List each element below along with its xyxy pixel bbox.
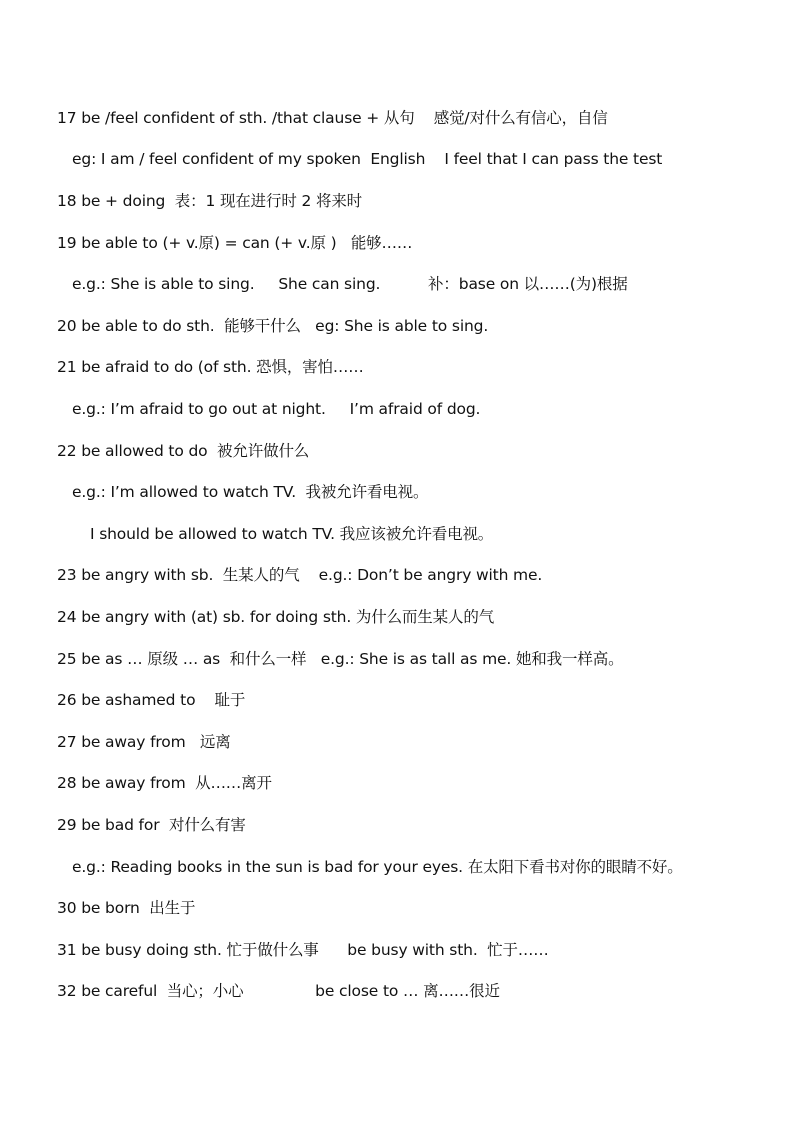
- entry-27: 27 be away from 远离: [57, 733, 231, 751]
- entry-22: 22 be allowed to do 被允许做什么: [57, 442, 310, 460]
- entry-28: 28 be away from 从……离开: [57, 774, 272, 792]
- entry-25: 25 be as … 原级 … as 和什么一样 e.g.: She is as tall as me. 她和我一样高。: [57, 650, 624, 668]
- entry-17-example: eg: I am / feel confident of my spoken English I feel that I can pass the test: [72, 150, 663, 168]
- entry-30: 30 be born 出生于: [57, 899, 196, 917]
- entry-23: 23 be angry with sb. 生某人的气 e.g.: Don’t be angry with me.: [57, 566, 543, 584]
- entry-20: 20 be able to do sth. 能够干什么 eg: She is able to sing.: [57, 317, 489, 335]
- entry-24: 24 be angry with (at) sb. for doing sth. 为什么而生某人的气: [57, 608, 495, 626]
- entry-29-example: e.g.: Reading books in the sun is bad for your eyes. 在太阳下看书对你的眼睛不好。: [72, 858, 683, 876]
- entry-31: 31 be busy doing sth. 忙于做什么事 be busy with sth. 忙于……: [57, 941, 549, 959]
- entry-21-example: e.g.: I’m afraid to go out at night. I’m afraid of dog.: [72, 400, 481, 418]
- entry-22-example-1: e.g.: I’m allowed to watch TV. 我被允许看电视。: [72, 483, 429, 501]
- entry-19-example: e.g.: She is able to sing. She can sing. 补：base on 以……(为)根据: [72, 275, 628, 293]
- entry-19: 19 be able to (+ v.原) = can (+ v.原 ) 能够……: [57, 234, 413, 252]
- entry-21: 21 be afraid to do (of sth. 恐惧，害怕……: [57, 358, 364, 376]
- entry-29: 29 be bad for 对什么有害: [57, 816, 246, 834]
- entry-18: 18 be + doing 表：1 现在进行时 2 将来时: [57, 192, 363, 210]
- entry-17: 17 be /feel confident of sth. /that clause + 从句 感觉/对什么有信心，自信: [57, 109, 608, 127]
- entry-22-example-2: I should be allowed to watch TV. 我应该被允许看电视。: [90, 525, 494, 543]
- entry-26: 26 be ashamed to 耻于: [57, 691, 246, 709]
- entry-32: 32 be careful 当心；小心 be close to … 离……很近: [57, 982, 500, 1000]
